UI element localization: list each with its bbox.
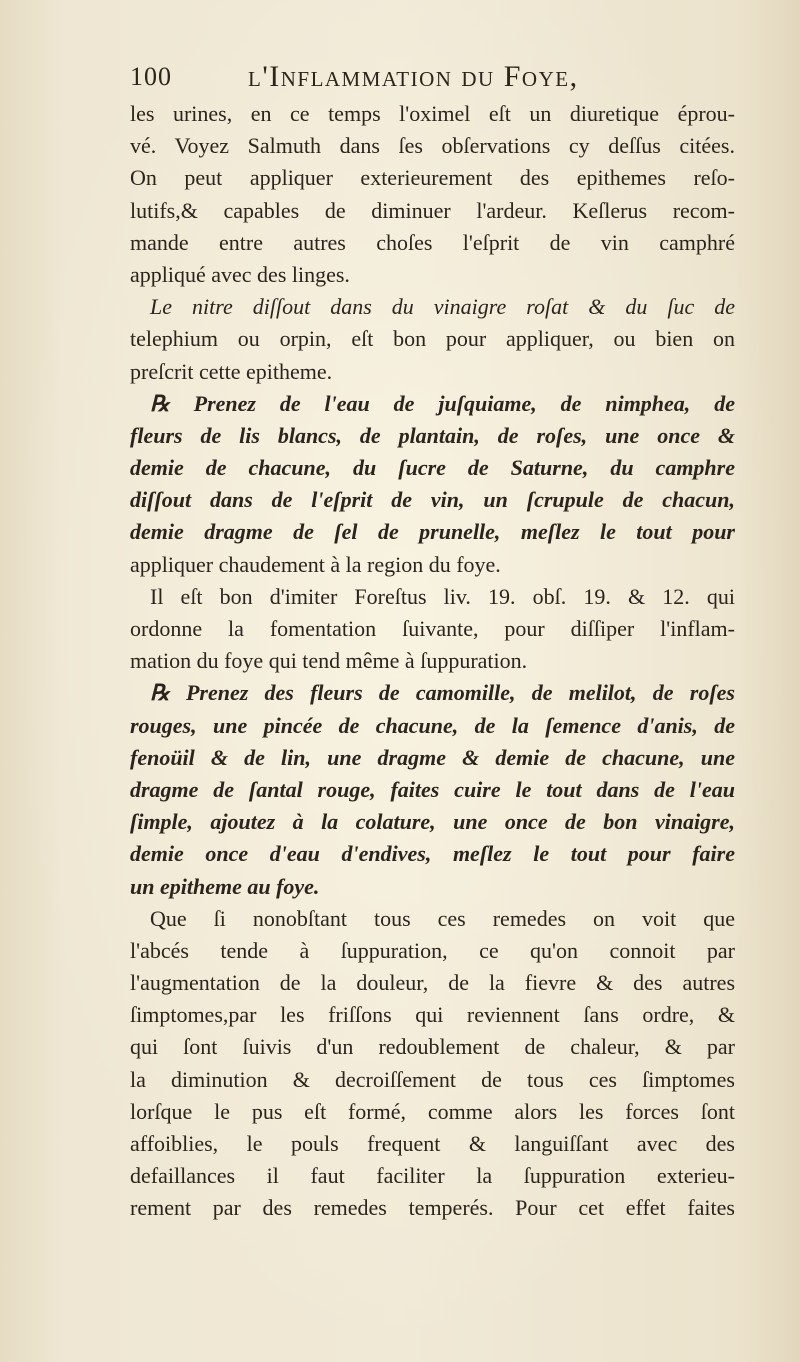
page-body xyxy=(130,98,735,1225)
text-line: ſimptomes,par les friſſons qui reviennent ſans ordre, & xyxy=(130,1002,735,1028)
text-line: appliqué avec des linges. xyxy=(130,261,350,287)
text-line: la diminution & decroiſſement de tous ces ſimptomes xyxy=(130,1066,735,1092)
text-line: appliquer chaudement à la region du foye. xyxy=(130,551,501,577)
text-line: Le nitre diſſout dans du vinaigre roſat & du ſuc de xyxy=(150,294,735,320)
text-line: ordonne la fomentation ſuivante, pour diſſiper l'inflam- xyxy=(130,616,735,641)
recipe-line: demie dragme de ſel de prunelle, meſlez le tout pour xyxy=(130,519,735,545)
text-line: affoiblies, le pouls frequent & languiſſant avec des xyxy=(130,1131,735,1156)
text-line: lutifs,& capables de diminuer l'ardeur. Keſlerus recom- xyxy=(130,197,735,223)
recipe-line: diſſout dans de l'eſprit de vin, un ſcrupule de chacun, xyxy=(130,487,735,513)
text-line: defaillances il faut faciliter la ſuppuration exterieu- xyxy=(130,1163,735,1189)
text-line: vé. Voyez Salmuth dans ſes obſervations cy deſſus citées. xyxy=(130,133,735,159)
recipe-line: fenoüil & de lin, une dragme & demie de chacune, une xyxy=(130,744,735,770)
text-line: mande entre autres choſes l'eſprit de vin camphré xyxy=(130,229,735,255)
page-number: 100 xyxy=(130,62,172,91)
text-line: qui ſont ſuivis d'un redoublement de chaleur, & par xyxy=(130,1034,735,1060)
recipe-line: demie once d'eau d'endives, meſlez le tout pour faire xyxy=(130,841,735,867)
text-line: On peut appliquer exterieurement des epithemes reſo- xyxy=(130,165,735,191)
recipe-line: un epitheme au foye. xyxy=(130,873,320,899)
recipe-line: demie de chacune, du ſucre de Saturne, du camphre xyxy=(130,455,735,481)
running-header xyxy=(130,58,690,98)
recipe-line: ℞ Prenez de l'eau de juſquiame, de nimphea, de xyxy=(150,390,735,416)
text-line: l'augmentation de la douleur, de la fievre & des autres xyxy=(130,970,735,996)
text-line: les urines, en ce temps l'oximel eſt un diuretique éprou- xyxy=(130,101,735,126)
text-line: rement par des remedes temperés. Pour cet effet faites xyxy=(130,1195,735,1221)
running-title: l'Inflammation du Foye, xyxy=(248,60,579,93)
recipe-line: ſimple, ajoutez à la colature, une once de bon vinaigre, xyxy=(130,809,735,835)
text-line: l'abcés tende à ſuppuration, ce qu'on connoit par xyxy=(130,937,735,963)
recipe-line: ℞ Prenez des fleurs de camomille, de melilot, de roſes xyxy=(150,680,735,706)
recipe-line: dragme de ſantal rouge, faites cuire le tout dans de l'eau xyxy=(130,776,735,802)
text-line: preſcrit cette epitheme. xyxy=(130,358,333,384)
text-line: mation du foye qui tend même à ſuppuration. xyxy=(130,648,528,674)
text-line: lorſque le pus eſt formé, comme alors les forces ſont xyxy=(130,1098,735,1124)
text-line: Que ſi nonobſtant tous ces remedes on voit que xyxy=(150,905,735,931)
text-line: Il eſt bon d'imiter Foreſtus liv. 19. obſ. 19. & 12. qui xyxy=(150,583,735,609)
text-line: telephium ou orpin, eſt bon pour appliquer, ou bien on xyxy=(130,326,735,352)
recipe-line: fleurs de lis blancs, de plantain, de roſes, une once & xyxy=(130,422,735,448)
recipe-line: rouges, une pincée de chacune, de la ſemence d'anis, de xyxy=(130,712,735,738)
